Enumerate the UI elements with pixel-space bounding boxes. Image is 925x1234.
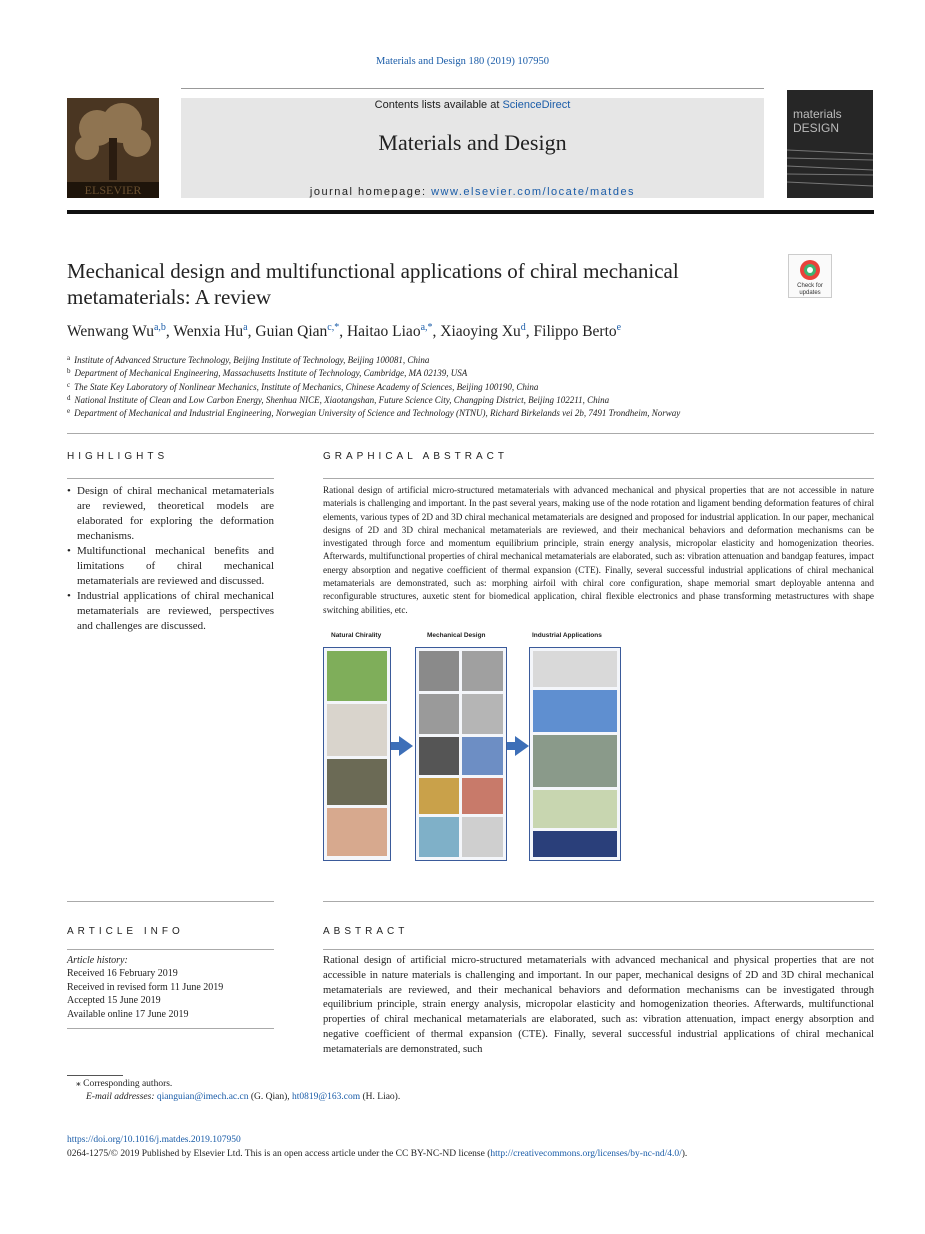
affiliation-text: Department of Mechanical Engineering, Massachusetts Institute of Technology, Cambridge, MA 02139, USA: [74, 368, 468, 379]
homepage-prefix: journal homepage:: [309, 186, 427, 198]
email-qian-link[interactable]: qianguian@imech.ac.cn: [156, 1092, 249, 1102]
contents-prefix: Contents lists available at: [374, 99, 500, 111]
email-label: E-mail addresses:: [86, 1092, 155, 1102]
corresponding-symbol: ⁎: [76, 1079, 81, 1089]
header-thick-rule: [67, 210, 874, 214]
affiliation-text: The State Key Laboratory of Nonlinear Mechanics, Institute of Mechanics, Chinese Academy of Sciences, Beijing 100190, China: [74, 381, 539, 392]
doi-link[interactable]: https://doi.org/10.1016/j.matdes.2019.107950: [67, 1135, 241, 1145]
journal-name: Materials and Design: [378, 130, 567, 155]
crossmark-icon: [789, 255, 831, 297]
author-name[interactable]: Wenxia Hu: [173, 323, 244, 340]
history-online: Available online 17 June 2019: [67, 1008, 189, 1020]
crossmark-label-2: updates: [799, 290, 821, 296]
author-name[interactable]: Wenwang Wu: [67, 323, 154, 340]
affiliation-symbol: b: [67, 367, 71, 376]
chiral-lattice-image-5: [419, 737, 459, 775]
figure-label-natural: Natural Chirality: [331, 632, 382, 639]
abstract-text: Rational design of artificial micro-structured metamaterials with advanced mechanical and physical properties that are not accessible in nature materials is challenging and important. In our paper, mechanical designs of 2D and 3D chiral mechanical metamaterials are reviewed, and their mechanical behaviors and deformation mechanisms can be investigated through equilibrium principle, strain energy analysis, micropolar elasticity and homogenization theories. Afterwards, multifunctional properties of chiral mechanical metamaterials are elaborated, such as: vibration attenuation, impact energy absorption and negative coefficient of thermal expansion (CTE). Finally, several successful industrial applications of chiral mechanical metamaterials are demonstrated, such: [323, 955, 874, 1055]
affiliation-text: Institute of Advanced Structure Technology, Beijing Institute of Technology, Beijing 100081, China: [74, 355, 430, 365]
email-liao-link[interactable]: ht0819@163.com: [292, 1092, 361, 1102]
article-info-rule: [67, 949, 274, 950]
publisher-logo-text: ELSEVIER: [84, 183, 142, 197]
author-name[interactable]: Xiaoying Xu: [440, 323, 521, 340]
chiral-3d-image-1: [419, 778, 459, 814]
highlight-item: • Industrial applications of chiral mechanical metamaterials are reviewed, perspectives and challenges are discussed.: [67, 589, 274, 634]
abstract-rule: [323, 949, 874, 950]
morphing-airfoil-image: [533, 651, 617, 687]
history-revised: Received in revised form 11 June 2019: [67, 981, 224, 993]
graphical-abstract-figure: [323, 632, 643, 864]
author-affiliation-marker[interactable]: a,b: [153, 322, 166, 333]
contents-line: [181, 99, 764, 111]
author-separator: ,: [165, 323, 174, 340]
arrow-right-icon: [399, 736, 413, 756]
arrow-right-icon: [515, 736, 529, 756]
copyright-prefix: 0264-1275/© 2019 Published by Elsevier Ltd. This is an open access article under the CC BY-NC-ND license (: [67, 1149, 491, 1159]
auxetic-stent-image: [533, 735, 617, 787]
email-qian-name: (G. Qian),: [250, 1092, 290, 1102]
chiral-lattice-image-6: [462, 737, 503, 775]
graphical-abstract-heading: GRAPHICAL ABSTRACT: [323, 451, 508, 462]
deployable-antenna-image: [533, 690, 617, 732]
footnote-rule: [67, 1075, 123, 1076]
author-name[interactable]: Filippo Berto: [533, 323, 617, 340]
author-separator: ,: [432, 323, 441, 340]
article-info-bottom-rule: [67, 1028, 274, 1029]
highlights-heading: HIGHLIGHTS: [67, 451, 169, 462]
abstract-top-rule: [323, 901, 874, 902]
author-name[interactable]: Haitao Liao: [346, 323, 421, 340]
highlights-rule: [67, 478, 274, 479]
panel-natural-chirality: [323, 647, 391, 861]
cover-title-line1: materials: [793, 107, 842, 121]
article-title: Mechanical design and multifunctional applications of chiral mechanical metamaterials: A review: [67, 259, 679, 309]
crossmark-badge[interactable]: [788, 254, 832, 298]
affiliation-text: National Institute of Clean and Low Carbon Energy, Shenhua NICE, Xiaotangshan, Future Science City, Changping District, Beijing 102211, China: [74, 394, 610, 405]
author-affiliation-marker[interactable]: a: [243, 322, 248, 333]
license-link[interactable]: http://creativecommons.org/licenses/by-nc-nd/4.0/: [490, 1149, 682, 1159]
graphical-abstract-text: Rational design of artificial micro-structured metamaterials with advanced mechanical and physical properties that are not accessible in nature materials is challenging and important. In the past several years, making use of the node rotation and ligament bending deformation features of chiral elements, various types of 2D and 3D chiral mechanical metamaterials are designed and proposed for industrial application. In our paper, mechanical designs of 2D and 3D chiral mechanical metamaterials are reviewed, and their mechanical behaviors and deformation mechanisms can be investigated through force and momentum equilibrium principle, strain energy analysis, micropolar elasticity and homogenization theories. Afterwards, multifunctional properties of chiral mechanical metamaterials are elaborated, such as: vibration attenuation and bandgap features, impact energy absorption and negative coefficient of thermal expansion (CTE). Finally, several successful industrial applications of chiral mechanical metamaterials are demonstrated, such as: morphing airfoil with chiral core configuration, shape memorial smart deployable antenna and reconfigurable structures, auxetic stent for biomedical application, chiral flexible electronics and phase transforming metastructures with shape switching abilities, etc.: [323, 485, 874, 615]
article-info-top-rule: [67, 901, 274, 902]
author-separator: ,: [525, 323, 534, 340]
panel-mechanical-design: [415, 647, 507, 861]
hands-image: [327, 808, 387, 856]
author-affiliation-marker[interactable]: d: [520, 322, 526, 333]
graphical-abstract-rule: [323, 478, 874, 479]
chiral-3d-image-4: [462, 817, 503, 857]
affiliation-symbol: d: [67, 393, 71, 402]
homepage-link[interactable]: www.elsevier.com/locate/matdes: [431, 186, 636, 198]
crossmark-label-1: Check for: [797, 283, 823, 289]
elsevier-tree-icon: [67, 98, 159, 198]
chiral-lattice-image-2: [462, 651, 503, 691]
flexible-electronics-image: [533, 790, 617, 828]
corresponding-text: Corresponding authors.: [83, 1079, 173, 1089]
chiral-3d-image-2: [462, 778, 503, 814]
history-label: Article history:: [67, 955, 128, 966]
journal-cover-image: [787, 90, 873, 198]
chiral-lattice-image-4: [462, 694, 503, 734]
chiral-lattice-image-1: [419, 651, 459, 691]
affiliation-symbol: a: [67, 354, 71, 362]
journal-citation[interactable]: Materials and Design 180 (2019) 107950: [376, 56, 549, 67]
article-info-heading: ARTICLE INFO: [67, 926, 184, 937]
chiral-lattice-image-3: [419, 694, 459, 734]
elsevier-logo: [67, 98, 159, 198]
arrow-1-shaft: [391, 742, 399, 750]
seashell-image: [327, 704, 387, 756]
affiliation-item: [67, 405, 874, 420]
email-liao-name: (H. Liao).: [362, 1092, 401, 1102]
history-accepted: Accepted 15 June 2019: [67, 995, 161, 1007]
copyright-suffix: ).: [681, 1149, 688, 1159]
affiliation-symbol: c: [67, 380, 71, 389]
phase-transforming-image: [533, 831, 617, 857]
author-affiliation-marker[interactable]: a,*: [420, 322, 433, 333]
author-affiliation-marker[interactable]: e: [616, 322, 622, 333]
history-received: Received 16 February 2019: [67, 968, 178, 980]
cover-art: [787, 90, 873, 198]
affiliation-text: Department of Mechanical and Industrial Engineering, Norwegian University of Science and Technology (NTNU), Richard Birkelands vei 2b, 7491 Trondheim, Norway: [74, 408, 681, 419]
author-separator: ,: [247, 323, 256, 340]
highlights-list: [67, 484, 274, 634]
author-list: [67, 322, 867, 341]
arrow-2-shaft: [507, 742, 515, 750]
journal-homepage: [181, 186, 764, 198]
plant-tendril-image: [327, 651, 387, 701]
highlight-item: • Design of chiral mechanical metamaterials are reviewed, theoretical models are elaborated for exploring the deformation mechanisms.: [67, 484, 274, 544]
email-footnote: [86, 1091, 400, 1104]
sciencedirect-link[interactable]: ScienceDirect: [502, 99, 571, 111]
chiral-3d-image-3: [419, 817, 459, 857]
author-affiliation-marker[interactable]: c,*: [327, 322, 340, 333]
panel-industrial-applications: [529, 647, 621, 861]
cover-title-line2: DESIGN: [793, 121, 840, 135]
article-history: [67, 954, 274, 1021]
abstract-heading: ABSTRACT: [323, 926, 409, 937]
copyright-line: [67, 1149, 687, 1159]
author-separator: ,: [339, 323, 347, 340]
corresponding-footnote: [76, 1078, 172, 1091]
figure-label-industrial: Industrial Applications: [532, 632, 602, 639]
kudu-horns-image: [327, 759, 387, 805]
author-name[interactable]: Guian Qian: [255, 323, 328, 340]
header-top-rule: [181, 88, 764, 89]
section-rule: [67, 433, 874, 434]
figure-label-mechanical: Mechanical Design: [427, 632, 486, 639]
affiliation-symbol: e: [67, 407, 71, 416]
highlight-item: • Multifunctional mechanical benefits and limitations of chiral mechanical metamaterials are reviewed and discussed.: [67, 544, 274, 589]
